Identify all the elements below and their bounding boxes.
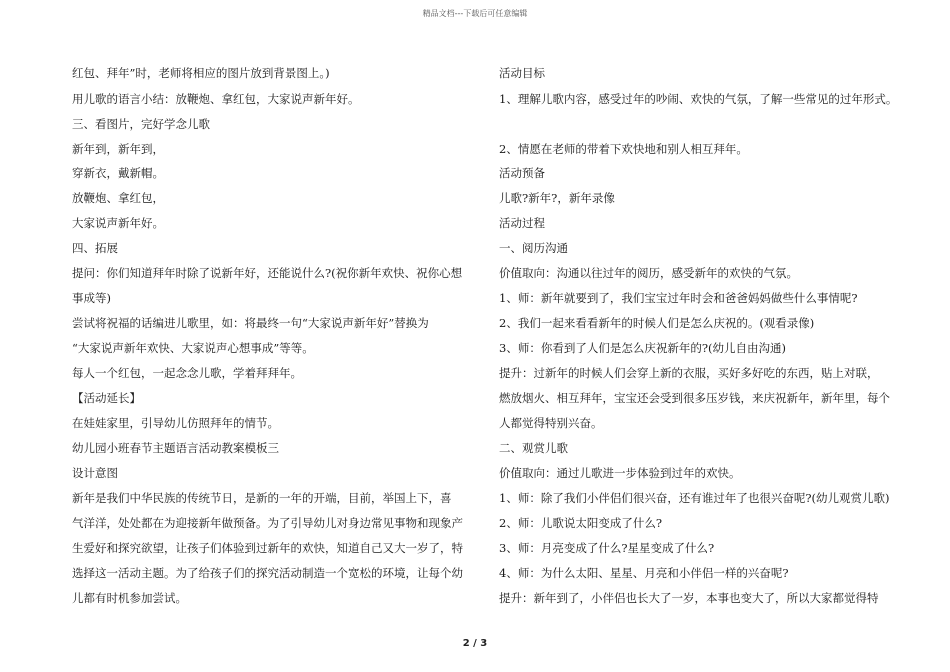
text-line: 三、看图片，完好学念儿歌 [72, 117, 210, 131]
text-line: 儿都有时机参加尝试。 [72, 591, 187, 605]
text-line: 提升：新年到了，小伴侣也长大了一岁，本事也变大了，所以大家都觉得特 [499, 591, 879, 605]
page-number: 2 / 3 [462, 638, 488, 649]
text-line: 尝试将祝福的话编进儿歌里，如：将最终一句“大家说声新年好”替换为 [72, 316, 429, 330]
text-line: 3、师：你看到了人们是怎么庆祝新年的?(幼儿自由沟通) [499, 341, 786, 355]
document-header: 精品文档---下载后可任意编辑 [422, 9, 528, 18]
text-line: 事成等) [72, 291, 111, 305]
text-line: 二、观赏儿歌 [499, 441, 568, 455]
text-line: 新年到，新年到， [72, 142, 164, 156]
text-line: 在娃娃家里，引导幼儿仿照拜年的情节。 [72, 416, 279, 430]
text-line: 1、理解儿歌内容，感受过年的吵闹、欢快的气氛，了解一些常见的过年形式。 [499, 92, 898, 106]
text-line: 价值取向：沟通以往过年的阅历，感受新年的欢快的气氛。 [499, 266, 798, 280]
text-line: 穿新衣，戴新帽。 [72, 166, 164, 180]
text-line: 活动目标 [499, 66, 545, 80]
text-line: 儿歌?新年?，新年录像 [499, 191, 615, 205]
text-line: 【活动延长】 [72, 391, 141, 405]
text-line: 生爱好和探究欲望，让孩子们体验到过新年的欢快，知道自己又大一岁了，特 [72, 541, 463, 555]
text-line: 一、阅历沟通 [499, 241, 568, 255]
text-line: 2、师：儿歌说太阳变成了什么? [499, 516, 662, 530]
text-line: 3、师：月亮变成了什么?星星变成了什么? [499, 541, 715, 555]
text-line: 红包、拜年”时，老师将相应的图片放到背景图上。) [72, 66, 330, 80]
text-line: 提升：过新年的时候人们会穿上新的衣服，买好多好吃的东西，贴上对联， [499, 366, 879, 380]
text-line: 2、情愿在老师的带着下欢快地和别人相互拜年。 [499, 142, 748, 156]
text-line: 放鞭炮、拿红包， [72, 191, 164, 205]
text-line: 1、师：新年就要到了，我们宝宝过年时会和爸爸妈妈做些什么事情呢? [499, 291, 858, 305]
text-line: 新年是我们中华民族的传统节日，是新的一年的开端，目前，举国上下，喜 [72, 491, 452, 505]
text-line: 2、我们一起来看看新年的时候人们是怎么庆祝的。(观看录像) [499, 316, 815, 330]
section-title: 幼儿园小班春节主题语言活动教案模板三 [72, 441, 279, 455]
text-line: 每人一个红包，一起念念儿歌，学着拜拜年。 [72, 366, 302, 380]
text-line: 选择这一活动主题。为了给孩子们的探究活动制造一个宽松的环境，让每个幼 [72, 566, 463, 580]
text-line: 气洋洋，处处都在为迎接新年做预备。为了引导幼儿对身边常见事物和现象产 [72, 516, 463, 530]
text-line: 人都觉得特别兴奋。 [499, 416, 603, 430]
text-line: 提问：你们知道拜年时除了说新年好，还能说什么?(祝你新年欢快、祝你心想 [72, 266, 463, 280]
text-line: 4、师：为什么太阳、星星、月亮和小伴侣一样的兴奋呢? [499, 566, 789, 580]
text-line: 价值取向：通过儿歌进一步体验到过年的欢快。 [499, 466, 741, 480]
text-line: 活动过程 [499, 216, 545, 230]
text-line: 活动预备 [499, 166, 545, 180]
text-line: 燃放烟火、相互拜年，宝宝还会受到很多压岁钱，来庆祝新年，新年里，每个 [499, 391, 890, 405]
text-line: 1、师：除了我们小伴侣们很兴奋，还有谁过年了也很兴奋呢?(幼儿观赏儿歌) [499, 491, 890, 505]
text-line: 设计意图 [72, 466, 118, 480]
text-line: “大家说声新年欢快、大家说声心想事成”等等。 [72, 341, 314, 355]
text-line: 用儿歌的语言小结：放鞭炮、拿红包，大家说声新年好。 [72, 92, 360, 106]
text-line: 四、拓展 [72, 241, 118, 255]
text-line: 大家说声新年好。 [72, 216, 164, 230]
